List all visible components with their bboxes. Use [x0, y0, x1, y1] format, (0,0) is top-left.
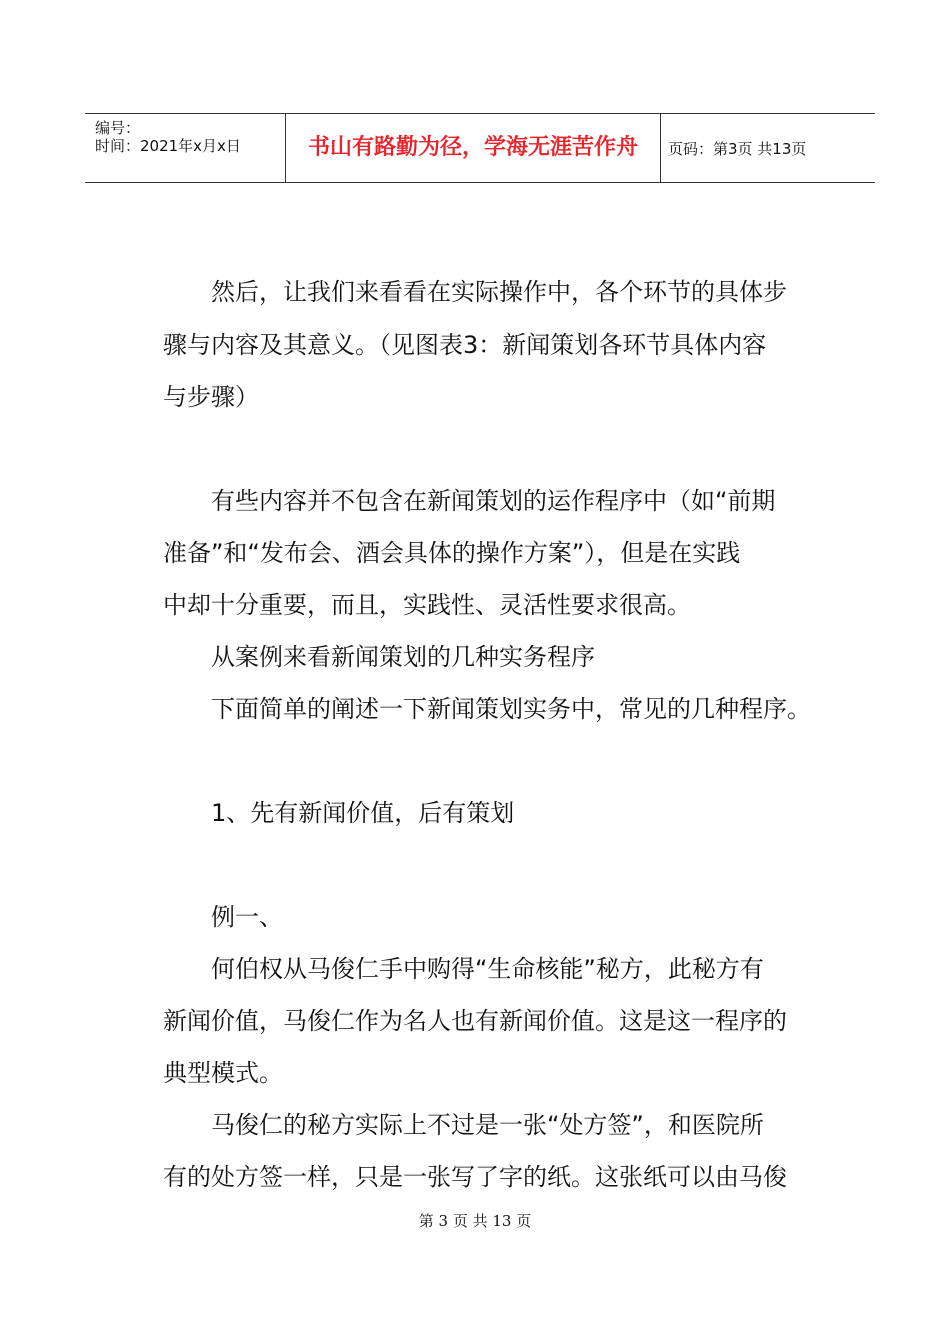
body-line: 下面简单的阐述一下新闻策划实务中，常见的几种程序。	[163, 695, 811, 723]
body-line: 马俊仁的秘方实际上不过是一张“处方签”，和医院所	[163, 1111, 764, 1139]
body-line: 新闻价值，马俊仁作为名人也有新闻价值。这是这一程序的	[163, 1007, 787, 1035]
body-line: 有的处方签一样，只是一张写了字的纸。这张纸可以由马俊	[163, 1163, 787, 1191]
header-page-cell	[660, 114, 875, 182]
body-line: 典型模式。	[163, 1059, 283, 1087]
body-line: 何伯权从马俊仁手中购得“生命核能”秘方，此秘方有	[163, 955, 764, 983]
header-motto: 书山有路勤为径，学海无涯苦作舟	[307, 135, 638, 160]
body-line: 中却十分重要，而且，实践性、灵活性要求很高。	[163, 591, 691, 619]
subsection-heading: 1、先有新闻价值，后有策划	[163, 799, 515, 827]
section-heading: 从案例来看新闻策划的几种实务程序	[163, 643, 595, 671]
body-line: 准备”和“发布会、酒会具体的操作方案”），但是在实践	[163, 539, 741, 567]
header-page-info: 页码：第3页 共13页	[668, 140, 807, 158]
example-heading: 例一、	[163, 903, 283, 931]
document-header	[85, 113, 875, 183]
body-line: 与步骤）	[163, 383, 259, 411]
header-meta-cell	[85, 114, 285, 182]
document-date: 时间：2021年x月x日	[95, 137, 241, 155]
page-footer: 第 3 页 共 13 页	[418, 1212, 532, 1230]
document-number-label: 编号：	[95, 119, 141, 137]
header-motto-cell	[285, 114, 661, 182]
body-line: 骤与内容及其意义。（见图表3：新闻策划各环节具体内容	[163, 331, 767, 359]
body-line: 然后，让我们来看看在实际操作中，各个环节的具体步	[163, 278, 787, 306]
body-line: 有些内容并不包含在新闻策划的运作程序中（如“前期	[163, 487, 776, 515]
